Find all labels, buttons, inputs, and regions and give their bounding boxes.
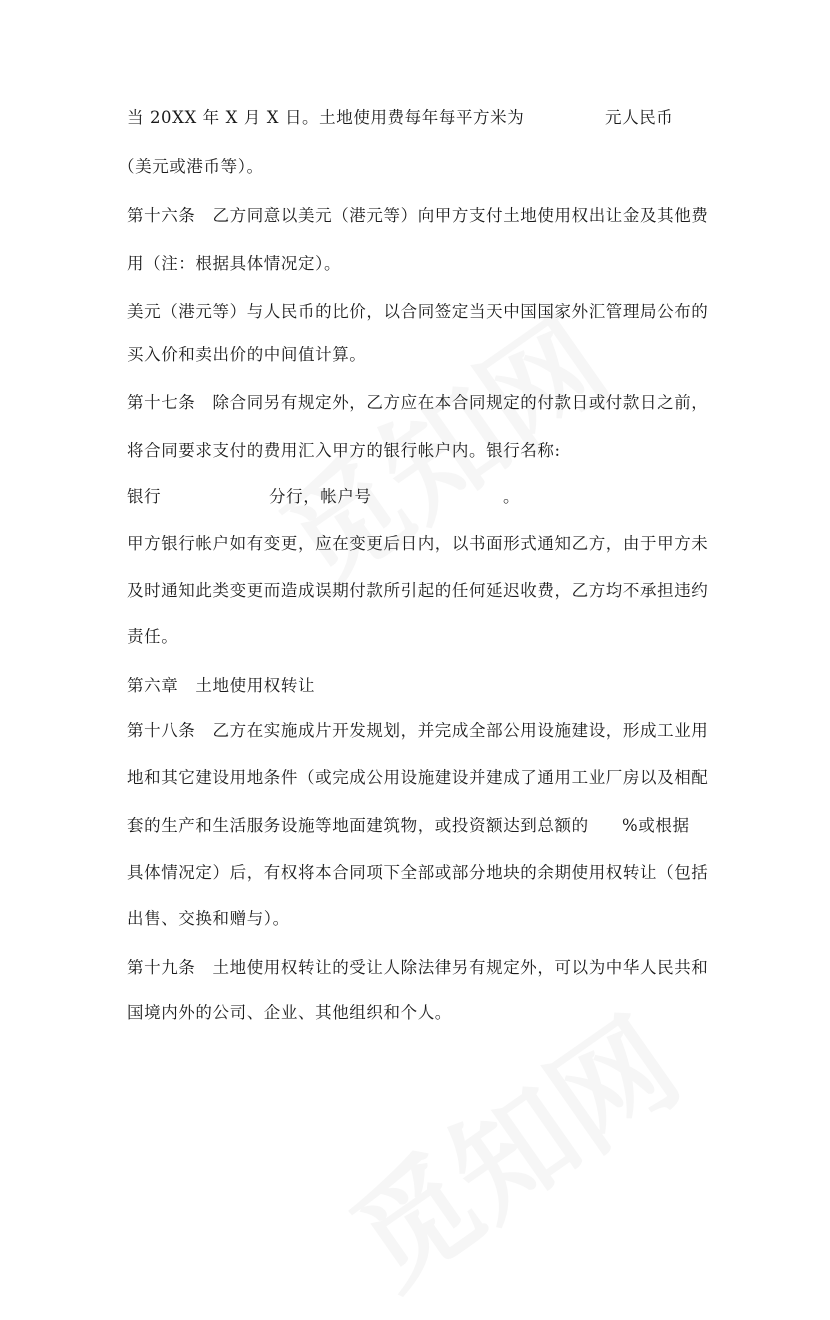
paragraph-line: 出售、交换和赠与）。 [127,909,290,928]
chapter-heading: 第六章 土地使用权转让 [127,676,316,695]
paragraph-line: 将合同要求支付的费用汇入甲方的银行帐户内。银行名称: [127,441,561,460]
text-segment: 元人民币 [605,108,674,127]
text-segment: 套的生产和生活服务设施等地面建筑物，或投资额达到总额的 [127,816,589,835]
article-17-line: 第十七条 除合同另有规定外，乙方应在本合同规定的付款日或付款日之前， [127,393,709,412]
paragraph-line: 美元（港元等）与人民币的比价，以合同签定当天中国国家外汇管理局公布的 [127,302,709,321]
paragraph-line: 用（注：根据具体情况定）。 [127,254,342,273]
article-16-line: 第十六条 乙方同意以美元（港元等）向甲方支付土地使用权出让金及其他费 [127,206,709,225]
paragraph-line: 买入价和卖出价的中间值计算。 [127,345,367,364]
paragraph-line: 甲方银行帐户如有变更，应在变更后日内，以书面形式通知乙方，由于甲方未 [127,534,709,553]
paragraph-line: （美元或港币等）。 [118,157,264,176]
text-segment: %或根据 [622,816,690,835]
text-segment: 当 20XX 年 X 月 X 日。土地使用费每年每平方米为 [127,108,525,127]
text-segment: 银行 [127,487,162,506]
paragraph-line: 国境内外的公司、企业、其他组织和个人。 [127,1003,452,1022]
paragraph-line: 具体情况定）后，有权将本合同项下全部或部分地块的余期使用权转让（包括 [127,863,709,882]
article-18-line: 第十八条 乙方在实施成片开发规划，并完成全部公用设施建设，形成工业用 [127,721,709,740]
watermark [313,972,707,1319]
paragraph-line: 责任。 [127,627,179,646]
text-segment: 。 [503,487,521,506]
paragraph-line: 及时通知此类变更而造成误期付款所引起的任何延迟收费，乙方均不承担违约 [127,581,709,600]
text-segment: 分行，帐户号 [269,487,372,506]
article-19-line: 第十九条 土地使用权转让的受让人除法律另有规定外，可以为中华人民共和 [127,958,709,977]
paragraph-line: 地和其它建设用地条件（或完成公用设施建设并建成了通用工业厂房以及相配 [127,768,709,787]
